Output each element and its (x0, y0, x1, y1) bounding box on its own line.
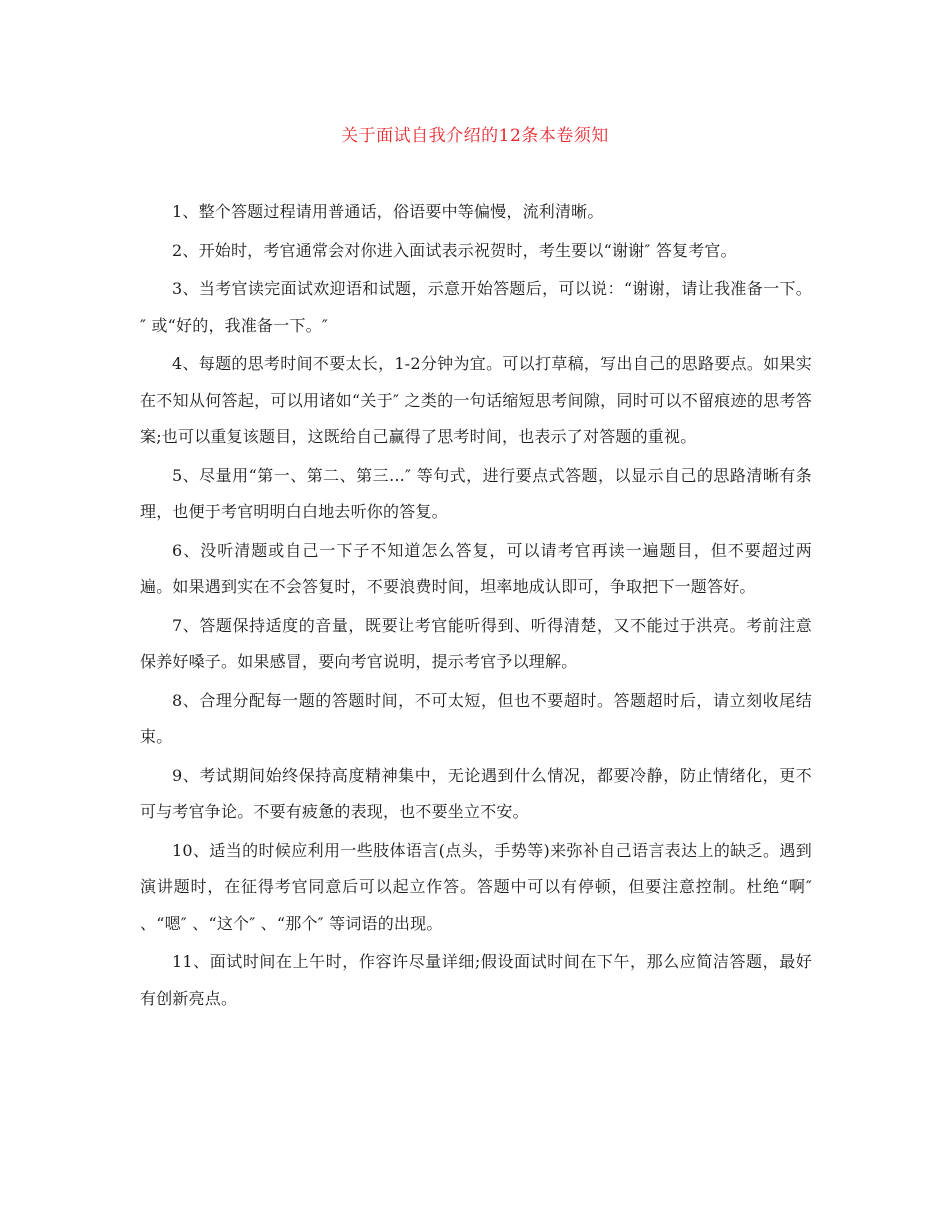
paragraph-4: 4、每题的思考时间不要太长，1-2分钟为宜。可以打草稿，写出自己的思路要点。如果实在不知从何答起，可以用诸如“关于″ 之类的一句话缩短思考间隙，同时可以不留痕迹的思考答案;也可以重复该题目，这既给自己赢得了思考时间，也表示了对答题的重视。 (140, 354, 812, 446)
paragraph-8: 8、合理分配每一题的答题时间，不可太短，但也不要超时。答题超时后，请立刻收尾结束。 (140, 690, 812, 746)
paragraph-11: 11、面试时间在上午时，作容许尽量详细;假设面试时间在下午，那么应简洁答题，最好有创新亮点。 (140, 952, 812, 1008)
document-title: 关于面试自我介绍的12条本卷须知 (341, 126, 609, 146)
paragraph-6: 6、没听清题或自己一下子不知道怎么答复，可以请考官再读一遍题目，但不要超过两遍。如果遇到实在不会答复时，不要浪费时间，坦率地成认即可，争取把下一题答好。 (140, 540, 812, 596)
paragraph-10: 10、适当的时候应利用一些肢体语言(点头，手势等)来弥补自己语言表达上的缺乏。遇到演讲题时，在征得考官同意后可以起立作答。答题中可以有停顿，但要注意控制。杜绝“啊″ 、“嗯″ 、“这个″ 、“那个″ 等词语的出现。 (140, 840, 812, 933)
document-body (140, 194, 812, 1019)
paragraph-7: 7、答题保持适度的音量，既要让考官能听得到、听得清楚，又不能过于洪亮。考前注意保养好嗓子。如果感冒，要向考官说明，提示考官予以理解。 (140, 615, 812, 671)
paragraph-3: 3、当考官读完面试欢迎语和试题，示意开始答题后，可以说：“谢谢，请让我准备一下。″ 或“好的，我准备一下。″ (140, 279, 812, 335)
paragraph-2: 2、开始时，考官通常会对你进入面试表示祝贺时，考生要以“谢谢″ 答复考官。 (172, 240, 737, 260)
paragraph-9: 9、考试期间始终保持高度精神集中，无论遇到什么情况，都要冷静，防止情绪化，更不可与考官争论。不要有疲惫的表现，也不要坐立不安。 (140, 765, 812, 821)
paragraph-5: 5、尽量用“第一、第二、第三...″ 等句式，进行要点式答题，以显示自己的思路清晰有条理，也便于考官明明白白地去听你的答复。 (140, 465, 812, 521)
paragraph-1: 1、整个答题过程请用普通话，俗语要中等偏慢，流利清晰。 (172, 202, 604, 221)
